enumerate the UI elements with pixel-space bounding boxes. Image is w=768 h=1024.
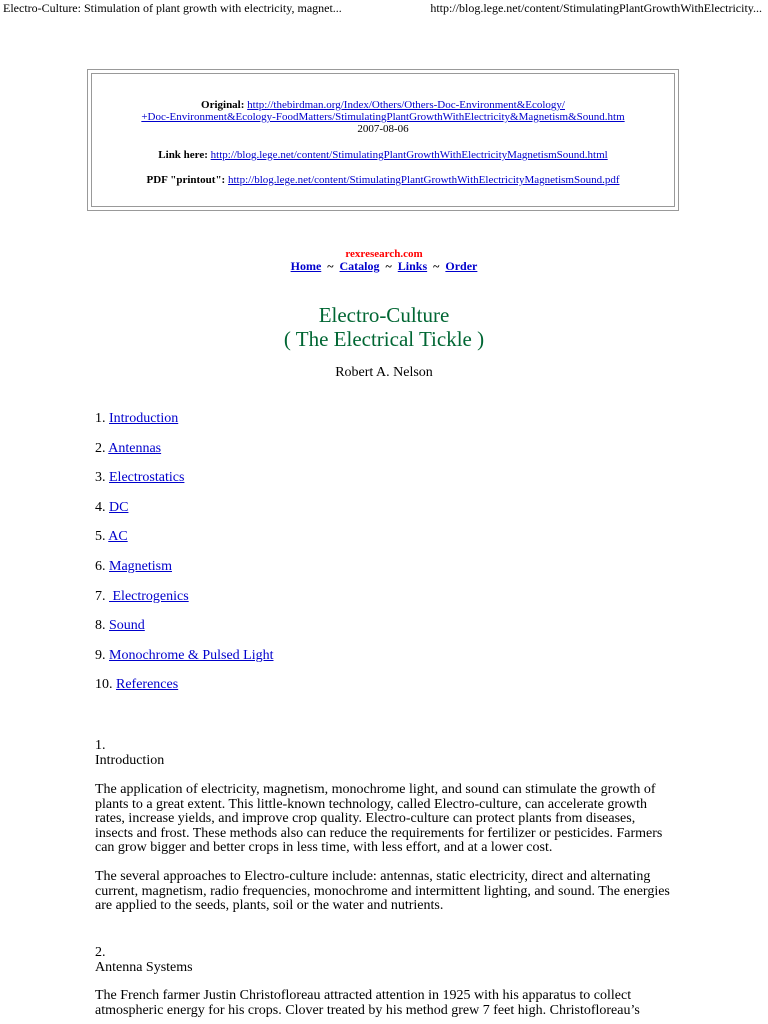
link-here-url[interactable]: http://blog.lege.net/content/StimulatingPlantGrowthWithElectricityMagnetismSound.html [210,149,608,161]
intro-paragraph-1 [95,783,675,856]
toc-link-sound[interactable]: Sound [109,618,145,634]
original-source [92,99,674,135]
link-here-label: Link here: [158,149,208,161]
nav-links-link[interactable]: Links [397,259,428,273]
nav-separator: ~ [433,259,440,273]
toc-link-magnetism[interactable]: Magnetism [109,558,172,574]
paragraph-text: The French farmer Justin Christofloreau attracted attention in 1925 with his apparatus to collect atmospheric energy for his crops. Clover treated by his method grew 7 feet high. Christofloreau’s [95,988,640,1018]
toc-link-ac[interactable]: AC [108,529,128,545]
document-url: http://blog.lege.net/content/StimulatingPlantGrowthWithElectricity... [430,1,762,15]
antenna-paragraph-1 [95,989,675,1018]
toc-link-dc[interactable]: DC [109,499,129,515]
paragraph-text: The application of electricity, magnetism, monochrome light, and sound can stimulate the growth of plants to a great extent. This little-known technology, called Electro-culture, can accelerate growth rates, increase yields, and improve crop quality. Electro-culture can protect plants from diseases, insects and frost. These methods also can reduce the requirements for fertilizer or pesticides. Farmers can grow bigger and better crops in less time, with less effort, and at a lower cost. [95,782,663,856]
toc-link-references[interactable]: References [116,677,179,693]
toc-number: 7. [95,588,106,604]
toc-number: 5. [95,529,106,545]
toc-link-electrogenics[interactable]: Electrogenics [109,588,189,604]
toc-item-sound [95,617,274,647]
nav-home-link[interactable]: Home [290,259,322,273]
original-url-line2: +Doc-Environment&Ecology-FoodMatters/StimulatingPlantGrowthWithElectricity&Magnetism&Sound.htm [141,111,625,123]
author-name: Robert A. Nelson [335,365,433,380]
toc-number: 9. [95,647,106,663]
original-url-line1: http://thebirdman.org/Index/Others/Others-Doc-Environment&Ecology/ [247,99,565,111]
archive-date: 2007-08-06 [357,123,409,135]
toc-item-light [95,647,274,677]
toc-item-electrogenics [95,588,274,618]
title-line-1: Electro-Culture [318,303,450,327]
toc-item-electrostatics [95,469,274,499]
nav-separator: ~ [327,259,334,273]
link-here [92,149,674,161]
toc-link-light[interactable]: Monochrome & Pulsed Light [109,647,274,663]
toc-link-introduction[interactable]: Introduction [109,411,179,426]
title-line-2: ( The Electrical Tickle ) [283,327,485,351]
nav-separator: ~ [385,259,392,273]
section-number: 1. [95,738,106,753]
toc-link-electrostatics[interactable]: Electrostatics [109,470,185,486]
toc-item-antennas [95,440,274,470]
toc-item-ac [95,528,274,558]
toc-item-dc [95,499,274,529]
toc-number: 3. [95,470,106,486]
nav-order-link[interactable]: Order [445,259,478,273]
pdf-printout [92,174,674,186]
document-title: Electro-Culture: Stimulation of plant growth with electricity, magnet... [3,1,342,15]
section-heading: Antenna Systems [95,959,193,975]
section-antennas [95,946,675,975]
table-of-contents [95,410,274,706]
toc-item-magnetism [95,558,274,588]
toc-item-introduction [95,410,274,440]
paragraph-text: The several approaches to Electro-culture include: antennas, static electricity, direct and alternating current, magnetism, radio frequencies, monochrome and intermittent lighting, and sound. The energies are applied to the seeds, plants, soil or the water and nutrients. [95,869,670,914]
intro-paragraph-2 [95,870,675,914]
section-heading: Introduction [95,752,165,768]
toc-number: 4. [95,499,106,515]
pdf-url[interactable]: http://blog.lege.net/content/StimulatingPlantGrowthWithElectricityMagnetismSound.pdf [227,174,620,186]
toc-number: 2. [95,440,106,456]
site-nav [0,259,768,274]
source-info-inner [91,73,675,207]
toc-link-antennas[interactable]: Antennas [108,440,162,456]
original-label: Original: [201,99,245,111]
toc-item-references [95,676,274,706]
toc-number: 1. [95,411,106,426]
pdf-label: PDF "printout": [146,174,226,186]
site-name: rexresearch.com [345,248,423,260]
toc-number: 10. [95,677,113,693]
section-number: 2. [95,945,106,960]
page-title [0,303,768,351]
nav-catalog-link[interactable]: Catalog [339,259,380,273]
section-introduction [95,739,675,768]
toc-number: 8. [95,618,106,634]
toc-number: 6. [95,558,106,574]
source-info-box [87,69,679,211]
pdf-header [0,0,768,18]
